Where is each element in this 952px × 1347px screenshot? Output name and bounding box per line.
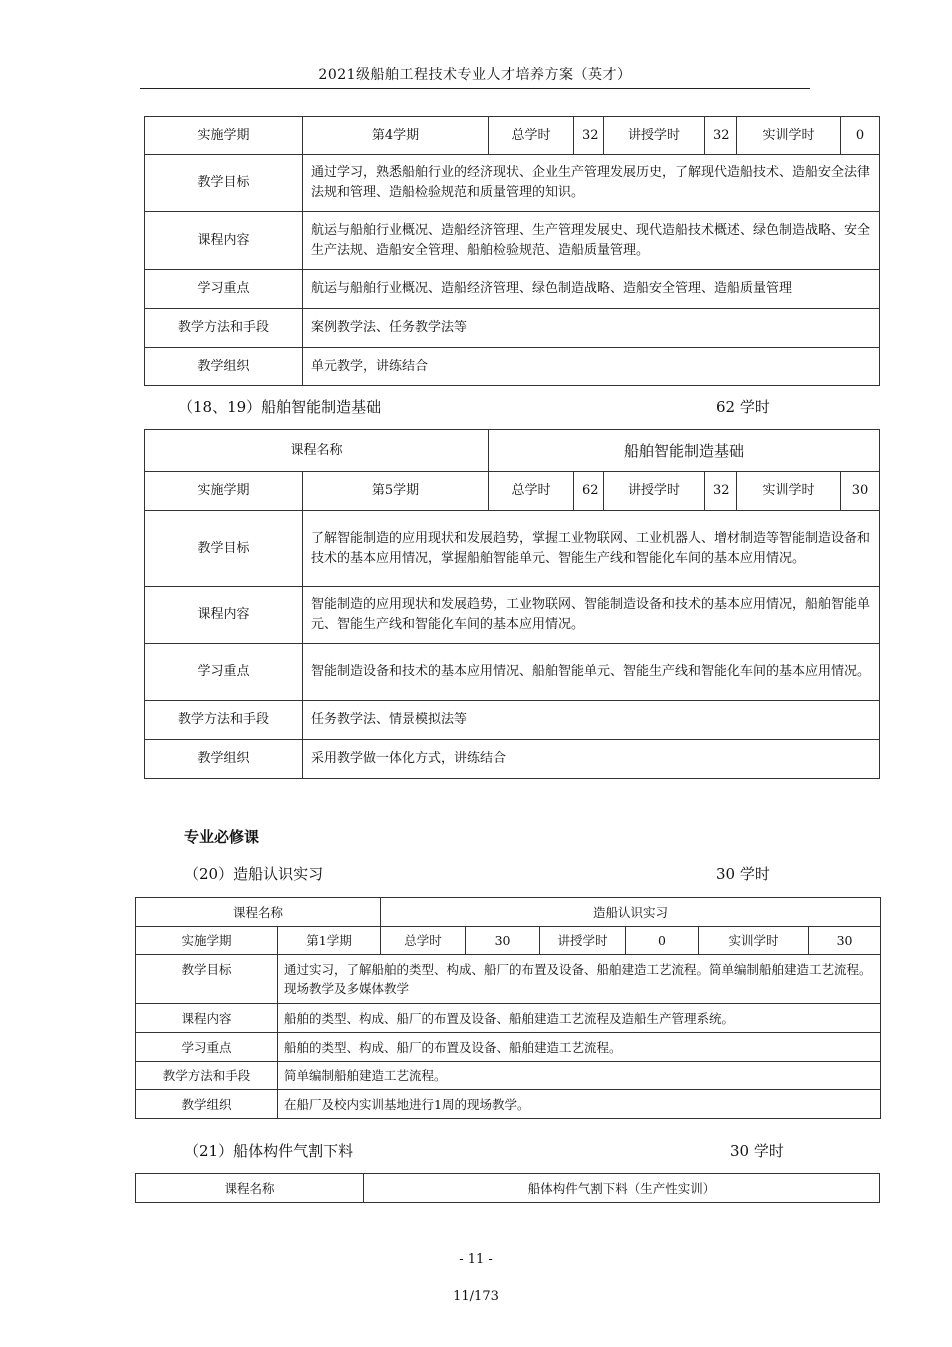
semester-value: 第1学期 xyxy=(278,927,381,955)
course-name-value: 造船认识实习 xyxy=(381,898,881,927)
semester-label: 实施学期 xyxy=(145,117,303,155)
course-name-label: 课程名称 xyxy=(136,898,381,927)
table-row xyxy=(136,1004,881,1033)
semester-value: 第4学期 xyxy=(303,117,489,155)
row-label: 教学目标 xyxy=(145,155,303,212)
row-label: 课程内容 xyxy=(136,1004,278,1033)
semester-label: 实施学期 xyxy=(136,927,278,955)
total-hours-value: 62 xyxy=(574,472,604,511)
row-value: 任务教学法、情景模拟法等 xyxy=(303,701,880,740)
course-name-label: 课程名称 xyxy=(136,1174,364,1203)
row-value: 单元教学，讲练结合 xyxy=(303,348,880,386)
lecture-hours-value: 32 xyxy=(705,472,737,511)
total-hours-label: 总学时 xyxy=(489,117,574,155)
row-label: 教学组织 xyxy=(136,1090,278,1119)
practice-hours-label: 实训学时 xyxy=(737,117,841,155)
table-row xyxy=(145,348,880,386)
row-value: 了解智能制造的应用现状和发展趋势，掌握工业物联网、工业机器人、增材制造等智能制造设备和技术的基本应用情况，掌握船舶智能单元、智能生产线和智能化车间的基本应用情况。 xyxy=(303,511,880,587)
practice-hours-label: 实训学时 xyxy=(737,472,841,511)
row-label: 教学组织 xyxy=(145,740,303,779)
table-row xyxy=(136,955,881,1004)
row-value: 船舶的类型、构成、船厂的布置及设备、船舶建造工艺流程及造船生产管理系统。 xyxy=(278,1004,881,1033)
row-label: 教学方法和手段 xyxy=(145,701,303,740)
lecture-hours-label: 讲授学时 xyxy=(540,927,626,955)
table-row xyxy=(136,1062,881,1090)
required-courses-heading: 专业必修课 xyxy=(184,828,260,846)
table-row xyxy=(145,212,880,270)
semester-row xyxy=(145,117,880,155)
row-label: 教学组织 xyxy=(145,348,303,386)
row-value: 采用教学做一体化方式，讲练结合 xyxy=(303,740,880,779)
row-value: 在船厂及校内实训基地进行1周的现场教学。 xyxy=(278,1090,881,1119)
row-label: 学习重点 xyxy=(145,644,303,701)
total-hours-value: 32 xyxy=(574,117,604,155)
course-name-row xyxy=(136,898,881,927)
course-name-value: 船体构件气割下料（生产性实训） xyxy=(364,1174,880,1203)
semester-label: 实施学期 xyxy=(145,472,303,511)
table-row xyxy=(145,155,880,212)
table-row xyxy=(145,587,880,644)
table-row xyxy=(136,1033,881,1062)
row-label: 课程内容 xyxy=(145,212,303,270)
total-hours-value: 30 xyxy=(466,927,540,955)
table-row xyxy=(136,1090,881,1119)
table-row xyxy=(145,270,880,309)
row-label: 学习重点 xyxy=(136,1033,278,1062)
document-header-title: 2021级船舶工程技术专业人才培养方案（英才） xyxy=(318,67,632,83)
table-row xyxy=(145,740,880,779)
section-title-smart-manufacturing: （18、19）船舶智能制造基础 xyxy=(178,398,382,416)
row-value: 船舶的类型、构成、船厂的布置及设备、船舶建造工艺流程。 xyxy=(278,1033,881,1062)
course-table-4 xyxy=(135,1173,880,1203)
course-table-1 xyxy=(144,116,880,386)
course-name-row xyxy=(145,430,880,472)
page-number: - 11 - xyxy=(459,1252,493,1267)
row-label: 课程内容 xyxy=(145,587,303,644)
practice-hours-value: 30 xyxy=(809,927,881,955)
course-name-row xyxy=(136,1174,880,1203)
course-name-value: 船舶智能制造基础 xyxy=(489,430,880,472)
course-table-3 xyxy=(135,897,881,1119)
practice-hours-value: 0 xyxy=(841,117,880,155)
section-title-gas-cutting: （21）船体构件气割下料 xyxy=(184,1142,354,1160)
row-label: 教学方法和手段 xyxy=(136,1062,278,1090)
row-label: 学习重点 xyxy=(145,270,303,309)
row-value: 案例教学法、任务教学法等 xyxy=(303,309,880,348)
table-row xyxy=(145,309,880,348)
lecture-hours-label: 讲授学时 xyxy=(604,117,705,155)
section-hours: 30 学时 xyxy=(716,865,770,883)
header-rule xyxy=(140,88,810,89)
course-table-2 xyxy=(144,429,880,779)
table-row xyxy=(145,644,880,701)
row-value: 航运与船舶行业概况、造船经济管理、绿色制造战略、造船安全管理、造船质量管理 xyxy=(303,270,880,309)
row-label: 教学目标 xyxy=(136,955,278,1004)
row-value: 简单编制船舶建造工艺流程。 xyxy=(278,1062,881,1090)
practice-hours-value: 30 xyxy=(841,472,880,511)
table-row xyxy=(145,701,880,740)
row-value: 航运与船舶行业概况、造船经济管理、生产管理发展史、现代造船技术概述、绿色制造战略、安全生产法规、造船安全管理、船舶检验规范、造船质量管理。 xyxy=(303,212,880,270)
lecture-hours-label: 讲授学时 xyxy=(604,472,705,511)
semester-value: 第5学期 xyxy=(303,472,489,511)
table-row xyxy=(145,511,880,587)
semester-row xyxy=(145,472,880,511)
section-hours: 62 学时 xyxy=(716,398,770,416)
course-name-label: 课程名称 xyxy=(145,430,489,472)
page-counter: 11/173 xyxy=(453,1289,499,1304)
lecture-hours-value: 0 xyxy=(626,927,699,955)
semester-row xyxy=(136,927,881,955)
row-value: 通过实习，了解船舶的类型、构成、船厂的布置及设备、船舶建造工艺流程。简单编制船舶建造工艺流程。现场教学及多媒体教学 xyxy=(278,955,881,1004)
row-value: 通过学习，熟悉船舶行业的经济现状、企业生产管理发展历史，了解现代造船技术、造船安全法律法规和管理、造船检验规范和质量管理的知识。 xyxy=(303,155,880,212)
total-hours-label: 总学时 xyxy=(381,927,466,955)
row-label: 教学方法和手段 xyxy=(145,309,303,348)
row-value: 智能制造的应用现状和发展趋势，工业物联网、智能制造设备和技术的基本应用情况，船舶智能单元、智能生产线和智能化车间的基本应用情况。 xyxy=(303,587,880,644)
practice-hours-label: 实训学时 xyxy=(699,927,809,955)
section-title-shipbuilding-internship: （20）造船认识实习 xyxy=(184,865,324,883)
lecture-hours-value: 32 xyxy=(705,117,737,155)
row-label: 教学目标 xyxy=(145,511,303,587)
row-value: 智能制造设备和技术的基本应用情况、船舶智能单元、智能生产线和智能化车间的基本应用情况。 xyxy=(303,644,880,701)
total-hours-label: 总学时 xyxy=(489,472,574,511)
section-hours: 30 学时 xyxy=(730,1142,784,1160)
